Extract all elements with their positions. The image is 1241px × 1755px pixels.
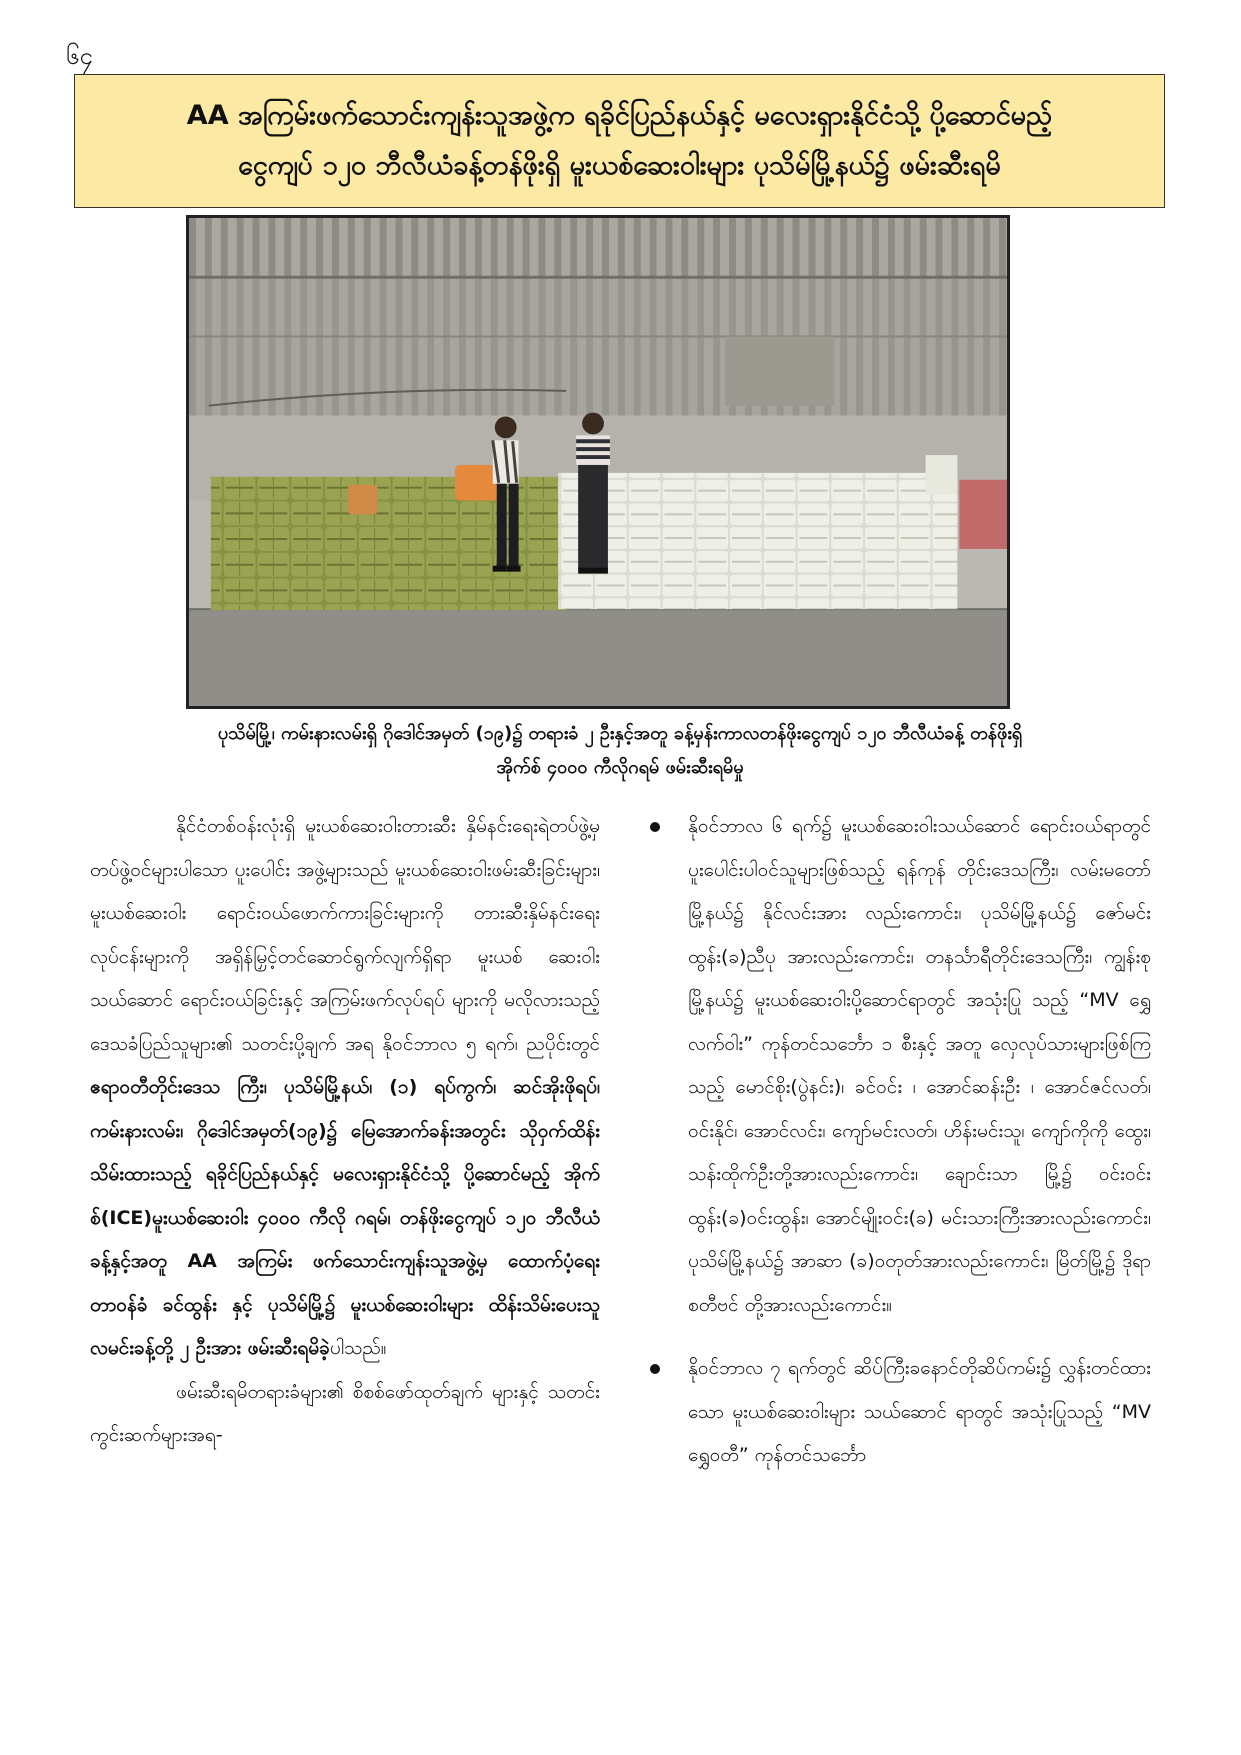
- caption-line-2: အိုက်စ် ၄၀၀၀ ကီလိုဂရမ် ဖမ်းဆီးရမိမှု: [496, 757, 744, 778]
- headline-box: [74, 74, 1165, 208]
- article-paragraph-1: [90, 805, 600, 1371]
- paragraph-1-ending: ပါသည်။: [329, 1337, 387, 1359]
- bullet-dot-icon: [650, 1364, 660, 1374]
- bullet-item-2-text: နိုဝင်ဘာလ ၇ ရက်တွင် ဆိပ်ကြီးခနောင်တိုဆိပ်ကမ်း၌ လွှန်းတင်ထားသော မူးယစ်ဆေးဝါးများ သယ်ဆောင် ရာတွင် အသုံးပြုသည့် “MV ရွှေဝတီ” ကုန်တင်သင်္ဘော: [688, 1357, 1151, 1466]
- bullet-item-1-text: နိုဝင်ဘာလ ၆ ရက်၌ မူးယစ်ဆေးဝါးသယ်ဆောင် ရောင်းဝယ်ရာတွင် ပူးပေါင်းပါဝင်သူများဖြစ်သည့် ရန်ကုန် တိုင်းဒေသကြီး၊ လမ်းမတော်မြို့နယ်၌ နိုင်လင်းအား လည်းကောင်း၊ ပုသိမ်မြို့နယ်၌ ဇော်မင်းထွန်း(ခ)ညီပု အားလည်းကောင်း၊ တနင်္သာရီတိုင်းဒေသကြီး၊ ကျွန်းစု မြို့နယ်၌ မူးယစ်ဆေးဝါးပို့ဆောင်ရာတွင် အသုံးပြု သည့် “MV ရွှေလက်ဝါး” ကုန်တင်သင်္ဘော ၁ စီးနှင့် အတူ လှေလုပ်သားများဖြစ်ကြသည့် မောင်စိုး(ပွဲနင်း)၊ ခင်ဝင်း ၊ အောင်ဆန်းဦး ၊ အောင်ဇင်လတ်၊ ဝင်းနိုင်၊ အောင်လင်း၊ ကျော်မင်းလတ်၊ ဟိန်းမင်းသူ၊ ကျော်ကိုကို ထွေး၊ သန်းထိုက်ဦးတို့အားလည်းကောင်း၊ ချောင်းသာ မြို့၌ ဝင်းဝင်းထွန်း(ခ)ဝင်းထွန်း၊ အောင်မျိုးဝင်း(ခ) မင်းသားကြီးအားလည်းကောင်း၊ ပုသိမ်မြို့နယ်၌ အာဆာ (ခ)ဝတုတ်အားလည်းကောင်း၊ မြိတ်မြို့၌ ဒိုရာစတီဗင် တို့အားလည်းကောင်း။: [688, 815, 1151, 1316]
- bullet-dot-icon: [650, 822, 660, 832]
- bullet-item-1: [646, 805, 1151, 1327]
- left-column: [90, 805, 600, 1458]
- headline-line-1: AA အကြမ်းဖက်သောင်းကျန်းသူအဖွဲ့က ရခိုင်ပြည်နယ်နှင့် မလေးရှားနိုင်ငံသို့ ပို့ဆောင်မည့်: [186, 100, 1053, 131]
- page-number: ၆၄: [66, 42, 93, 70]
- caption-line-1: ပုသိမ်မြို့၊ ကမ်းနားလမ်းရှိ ဂိုဒေါင်အမှတ် (၁၉)၌ တရားခံ ၂ ဦးနှင့်အတူ ခန့်မှန်းကာလတန်ဖိုးငွေကျပ် ၁၂၀ ဘီလီယံခန့် တန်ဖိုးရှိ: [217, 723, 1023, 744]
- paragraph-1-bold-text: ဧရာဝတီတိုင်းဒေသ ကြီး၊ ပုသိမ်မြို့နယ်၊ (၁) ရပ်ကွက်၊ ဆင်အိုးဖိုရပ်၊ ကမ်းနားလမ်း၊ ဂိုဒေါင်အမှတ်(၁၉)၌ မြေအောက်ခန်းအတွင်း သိုဝှက်ထိန်း သိမ်းထားသည့် ရခိုင်ပြည်နယ်နှင့် မလေးရှားနိုင်ငံသို့ ပို့ဆောင်မည့် အိုက်စ်(ICE)မူးယစ်ဆေးဝါး ၄၀၀၀ ကီလို ဂရမ်၊ တန်ဖိုးငွေကျပ် ၁၂၀ ဘီလီယံခန့်နှင့်အတူ AA အကြမ်း ဖက်သောင်းကျန်းသူအဖွဲ့မှ ထောက်ပံ့ရေးတာဝန်ခံ ခင်ထွန်း နှင့် ပုသိမ်မြို့၌ မူးယစ်ဆေးဝါးများ ထိန်းသိမ်းပေးသူ လမင်းခန့်တို့ ၂ ဦးအား ဖမ်းဆီးရမိခဲ့: [90, 1076, 600, 1359]
- photo-caption: [90, 717, 1150, 785]
- headline-line-2: ငွေကျပ် ၁၂၀ ဘီလီယံခန့်တန်ဖိုးရှိ မူးယစ်ဆေးဝါးများ ပုသိမ်မြို့နယ်၌ ဖမ်းဆီးရမိ: [238, 150, 1001, 181]
- bullet-item-2: [646, 1347, 1151, 1478]
- news-photo: [186, 215, 1010, 709]
- article-paragraph-2: ဖမ်းဆီးရမိတရားခံများ၏ စိစစ်ဖော်ထုတ်ချက် များနှင့် သတင်းကွင်းဆက်များအရ-: [90, 1380, 600, 1446]
- right-column: [646, 805, 1151, 1498]
- paragraph-1-text: နိုင်ငံတစ်ဝန်းလုံးရှိ မူးယစ်ဆေးဝါးတားဆီး နှိမ်နင်းရေးရဲတပ်ဖွဲ့မှ တပ်ဖွဲ့ဝင်များပါသော ပူးပေါင်း အဖွဲ့များသည် မူးယစ်ဆေးဝါးဖမ်းဆီးခြင်းများ၊ မူးယစ်ဆေးဝါး ရောင်းဝယ်ဖောက်ကားခြင်းများကို တားဆီးနှိမ်နင်းရေး လုပ်ငန်းများကို အရှိန်မြှင့်တင်ဆောင်ရွက်လျက်ရှိရာ မူးယစ် ဆေးဝါးသယ်ဆောင် ရောင်းဝယ်ခြင်းနှင့် အကြမ်းဖက်လုပ်ရပ် များကို မလိုလားသည့် ဒေသခံပြည်သူများ၏ သတင်းပို့ချက် အရ နိုဝင်ဘာလ ၅ ရက်၊ ညပိုင်းတွင်: [90, 815, 600, 1055]
